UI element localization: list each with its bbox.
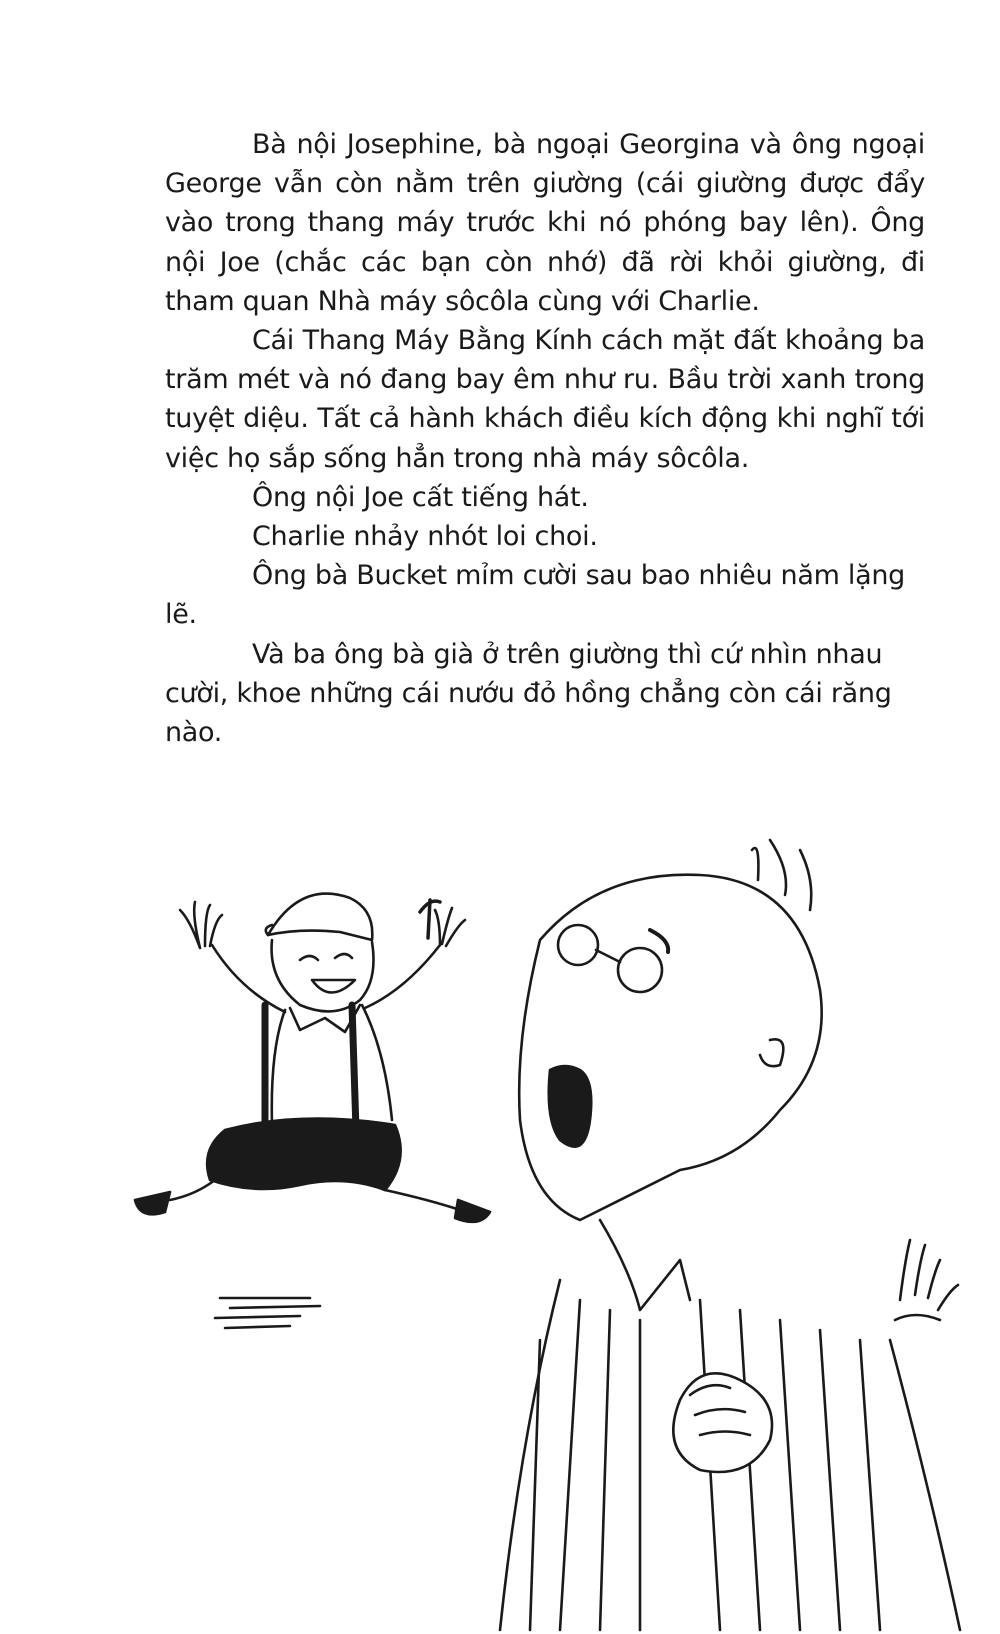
grandpa-joe-figure [500,840,960,1630]
illustration-drawing [0,840,1000,1630]
charlie-figure [135,894,490,1328]
story-text [165,125,925,752]
paragraph-4: Charlie nhảy nhót loi choi. [252,521,598,553]
paragraph-3: Ông nội Joe cất tiếng hát. [252,481,589,513]
paragraph-5: Ông bà Bucket mỉm cười sau bao nhiêu năm lặng lẽ. [165,560,905,631]
paragraph-2: Cái Thang Máy Bằng Kính cách mặt đất khoảng ba trăm mét và nó đang bay êm như ru. Bầu trời xanh trong tuyệt diệu. Tất cả hành khách điều kích động khi nghĩ tới việc họ sắp sống hẳn trong nhà máy sôcôla. [165,325,925,474]
paragraph-6: Và ba ông bà già ở trên giường thì cứ nhìn nhau cười, khoe những cái nướu đỏ hồng chẳng còn cái răng nào. [165,638,892,749]
paragraph-1: Bà nội Josephine, bà ngoại Georgina và ông ngoại George vẫn còn nằm trên giường (cái giường được đẩy vào trong thang máy trước khi nó phóng bay lên). Ông nội Joe (chắc các bạn còn nhớ) đã rời khỏi giường, đi tham quan Nhà máy sôcôla cùng với Charlie. [165,129,925,317]
illustration [0,840,1000,1630]
